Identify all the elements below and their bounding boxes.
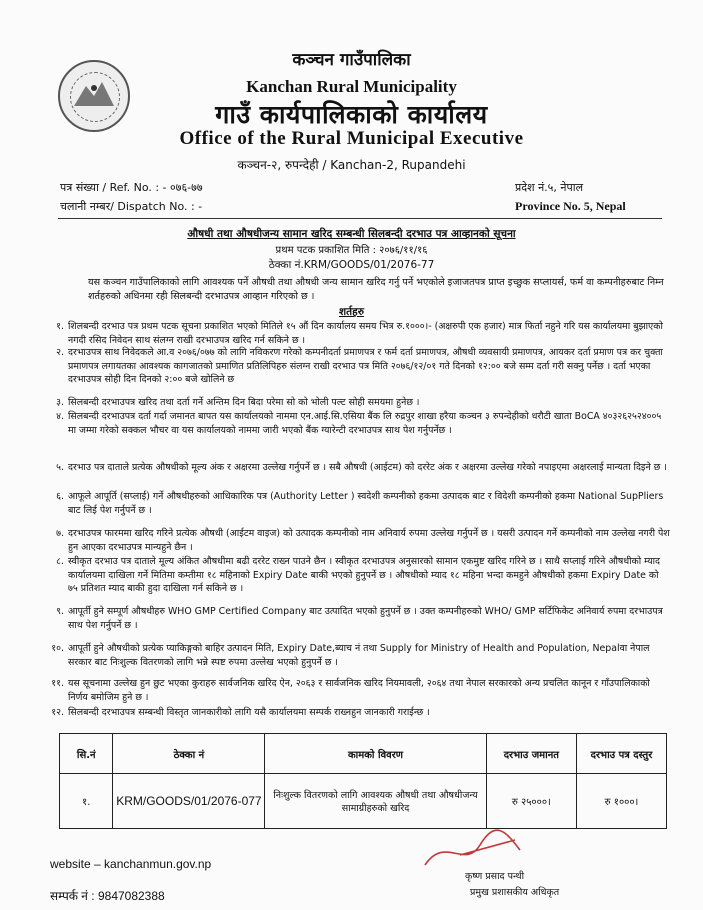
province-english: Province No. 5, Nepal [515, 199, 626, 213]
cell-description: निःशुल्क वितरणको लागि आवश्यक औषधी तथा औषधीजन्य सामाग्रीहरुको खरिद [265, 774, 486, 829]
municipality-name-english: Kanchan Rural Municipality [246, 77, 457, 96]
cell-security: रु २५०००। [486, 774, 576, 829]
notice-contract-no: ठेक्का नं.KRM/GOODS/01/2076-77 [268, 259, 435, 271]
ref-no: पत्र संख्या / Ref. No. : - ०७६-७७ [60, 181, 203, 194]
condition-item: ९. आपूर्ती हुने सम्पूर्ण औषधीहरु WHO GMP Certified Company बाट उत्पादित भएको हुनुपर्ने छ । उक्त कम्पनीहरुको WHO/ GMP सर्टिफिकेट अनिवार्य रुपमा दरभाउपत्र साथ पेश गर्नुपर्ने छ । [56, 606, 663, 631]
table-row [60, 774, 667, 829]
col-header-fee: दरभाउ पत्र दस्तुर [576, 734, 666, 774]
header-divider [58, 218, 662, 219]
cell-fee: रु १०००। [576, 774, 666, 829]
table-header-row [60, 734, 667, 774]
condition-item: ५. दरभाउ पत्र दाताले प्रत्येक औषधीको मूल्य अंक र अक्षरमा उल्लेख गर्नुपर्ने छ । सबै औषधी (आईटम) को दररेट अंक र अक्षरमा उल्लेख गरेको नपाइएमा अक्षरलाई मान्यता दिइने छ । [56, 462, 667, 474]
condition-item: ३. सिलबन्दी दरभाउपत्र खरिद तथा दर्ता गर्ने अन्तिम दिन बिदा परेमा सो को भोली पल्ट सोही समयमा हुनेछ । [56, 397, 420, 409]
office-name-nepali: गाउँ कार्यपालिकाको कार्यालय [215, 100, 488, 129]
condition-item: ७. दरभाउपत्र फारममा खरिद गरिने प्रत्येक औषधी (आईटम वाइज) को उत्पादक कम्पनीको नाम अनिवार्य रुपमा उल्लेख गर्नुपर्ने छ । यसरी उत्पादन गर्ने कम्पनीको नाम उल्लेख नगरी पेश हुन आएका दरभाउपत्र मान्यहुने छैन । [56, 528, 670, 553]
notice-title: औषधी तथा औषधीजन्य सामान खरिद सम्बन्धी सिलबन्दी दरभाउ पत्र आव्हानको सूचना [187, 228, 516, 240]
condition-item: १. शिलबन्दी दरभाउ पत्र प्रथम पटक सूचना प्रकाशित भएको मितिले १५ औं दिन कार्यालय समय भित्र रु.१०००।- (अक्षरुपी एक हजार) मात्र फिर्ता नहुने गरि यस कार्यालयमा बुझाएको नगदी रसिद निवेदन साथ संलग्न राखी दरभाउपत्र खरिद गर्न सकिने छ । [56, 321, 663, 346]
condition-item: ११. यस सूचनामा उल्लेख हुन छुट भएका कुराहरु सार्वजनिक खरिद ऐन, २०६३ र सार्वजनिक खरिद नियमावली, २०६४ तथा नेपाल सरकारको अन्य प्रचलित कानून र गाँउपालिकाको निर्णय बमोजिम हुने छ । [51, 678, 650, 703]
condition-item: ४. सिलबन्दी दरभाउपत्र दर्ता गर्दा जमानत बापत यस कार्यालयको नाममा एन.आई.सि.एसिया बैंक लि रुद्रपुर शाखा हरैया कञ्चन ३ रुपन्देहीको धरौटी खाता BoCA ४०३२६२५२४००५ मा जम्मा गरेको सक्कल भौचर वा यस कार्यालयको नाममा जारी भएको बैंक ग्यारेन्टी दरभाउपत्र साथ पेश गर्नुपर्नेछ । [56, 411, 662, 436]
condition-item: २. दरभाउपत्र साथ निवेदकले आ.व २०७६/०७७ को लागि नविकरण गरेको कम्पनीदर्ता प्रमाणपत्र र फर्म दर्ता प्रमाणपत्र, औषधी व्यवसायी प्रमाणपत्र, आयकर दर्ता प्रमाण पत्र कर चुक्ता प्रमाणपत्र लगायतका आवश्यक कागजातको प्रमाणित प्रतिलिपिहरु संलग्न राखी दरभाउ पत्र मिति २०७६/१२/०१ गते दिनको १२:०० बजे सम्म दर्ता गरी सक्नु पर्नेछ । दर्ता भएका दरभाउपत्र सोही दिन दिनको २:०० बजे खोलिने छ [56, 347, 663, 386]
cell-contract: KRM/GOODS/01/2076-077 [113, 774, 265, 829]
signatory-role: प्रमुख प्रशासकीय अधिकृत [470, 887, 560, 898]
province-nepali: प्रदेश नं.५, नेपाल [515, 181, 584, 194]
col-header-sn: सि.नं [60, 734, 113, 774]
condition-item: १०. आपूर्ती हुने औषधीको प्रत्येक प्याकिङ्गको बाहिर उत्पादन मिति, Expiry Date,ब्याच नं तथा Supply for Ministry of Health and Population, Nepalवा नेपाल सरकार बाट निःशुल्क वितरणको लागि भन्ने स्पष्ट रुपमा उल्लेख भएको हुनुपर्ने छ । [51, 643, 650, 668]
website-text: website – kanchanmun.gov.np [50, 857, 212, 871]
signatory-name: कृष्ण प्रसाद पन्थी [465, 871, 525, 882]
col-header-description: कामको विवरण [265, 734, 486, 774]
office-name-english: Office of the Rural Municipal Executive [179, 128, 524, 149]
contract-table [59, 733, 667, 829]
phone-text: सम्पर्क नं : 9847082388 [50, 889, 165, 903]
notice-published-date: प्रथम पटक प्रकाशित मिति : २०७६/११/१६ [275, 245, 428, 256]
signature-icon [420, 825, 540, 875]
office-address: कञ्चन-२, रुपन्देही / Kanchan-2, Rupandehi [237, 158, 466, 172]
condition-item: ६. आफूले आपूर्ति (सप्लाई) गर्ने औषधीहरुको आधिकारिक पत्र (Authority Letter ) स्वदेशी कम्पनीको हकमा उत्पादक बाट र विदेशी कम्पनीको हकमा National SupPliers बाट लिई पेश गर्नुपर्ने छ । [56, 491, 664, 516]
cell-sn: १. [60, 774, 113, 829]
dispatch-no: चलानी नम्बर/ Dispatch No. : - [60, 200, 203, 213]
notice-intro: यस कञ्चन गाउँपालिकाको लागि आवश्यक पर्ने औषधी तथा औषधी जन्य सामान खरिद गर्नु पर्ने भएकोले इजाजतपत्र प्राप्त इच्छुक सप्लायर्स, फर्म वा कम्पनीहरुबाट निम्न शर्तहरुको अधिनमा रही सिलबन्दी दरभाउपत्र आव्हान गरिएको छ । [88, 277, 664, 302]
col-header-security: दरभाउ जमानत [486, 734, 576, 774]
municipality-name-nepali: कञ्चन गाउँपालिका [292, 50, 411, 70]
conditions-heading: शर्तहरु [339, 306, 364, 318]
condition-item: ८. स्वीकृत दरभाउ पत्र दाताले मूल्य अंकित औषधीमा बढी दररेट राख्न पाउने छैन । स्वीकृत दरभाउपत्र अनुसारको सामान एकमुष्ट खरिद गरिने छ । साथै सप्लाई गरिने औषधीको म्याद कार्यालयमा दाखिला गर्ने मितिमा कम्तीमा १८ महिनाको Expiry Date बाकी भएको हुनुपर्ने छ । औषधीको म्याद १८ महिना भन्दा कमहुने औषधीको हकमा Expiry Date को ७५ प्रतिशत म्याद बाकी हुदा दाखिला गर्न सकिने छ । [56, 556, 661, 595]
col-header-contract: ठेक्का नं [113, 734, 265, 774]
condition-item: १२. सिलबन्दी दरभाउपत्र सम्बन्धी विस्तृत जानकारीको लागि यसै कार्यालयमा सम्पर्क राख्नहुन जानकारी गराईन्छ । [51, 707, 430, 719]
